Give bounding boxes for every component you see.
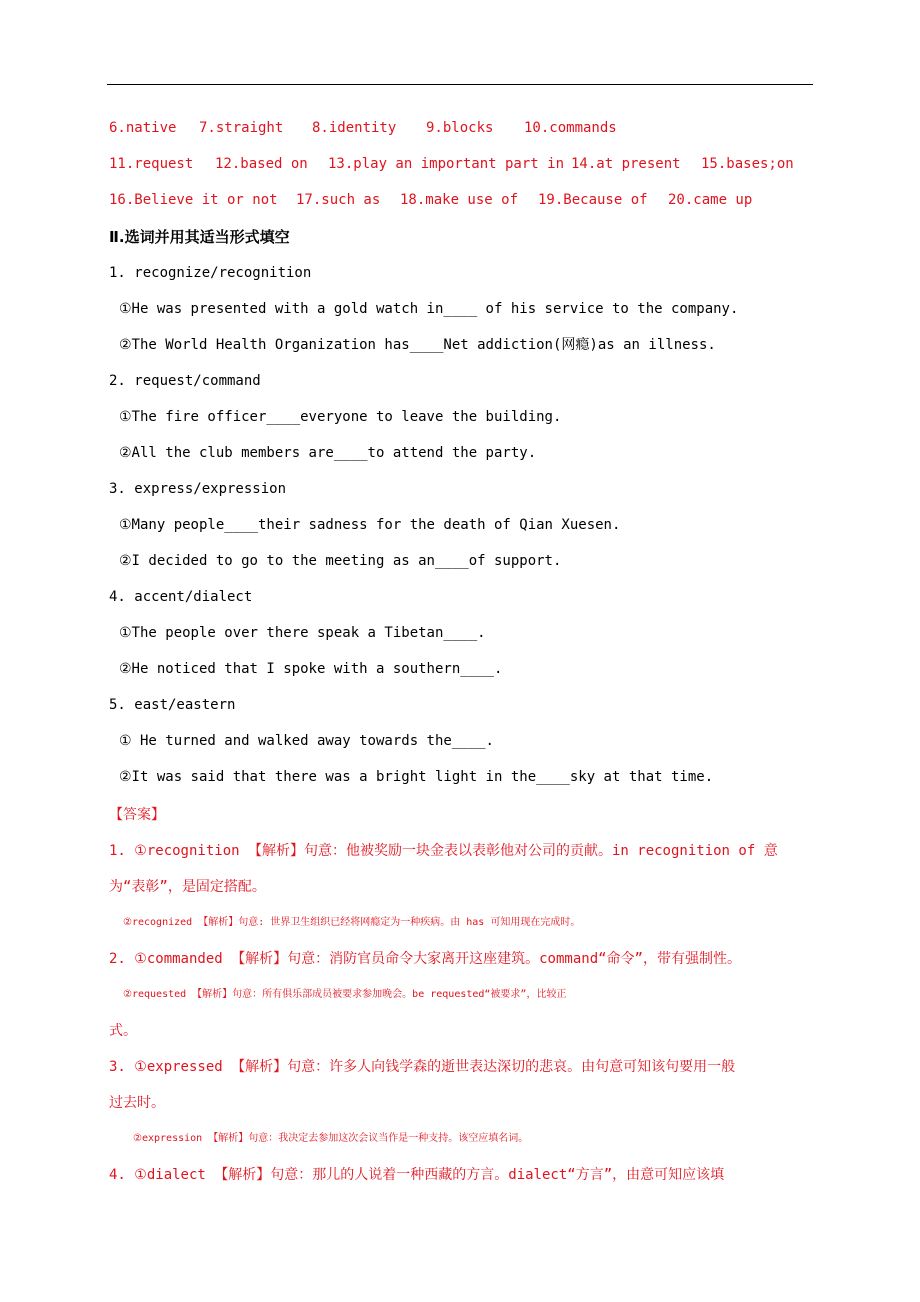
answer-item: 9.blocks [426, 120, 494, 136]
answer-row-3 [109, 192, 752, 208]
question-sentence: ①The people over there speak a Tibetan____. [119, 625, 486, 641]
explanation-line: 3. ①expressed 【解析】句意：许多人向钱学森的逝世表达深切的悲哀。由句意可知该句要用一般 [109, 1059, 736, 1075]
explanation-line: 1. ①recognition 【解析】句意：他被奖励一块金表以表彰他对公司的贡献。in recognition of 意 [109, 843, 778, 859]
question-title: 2. request/command [109, 373, 261, 389]
answer-item: 14.at present [571, 156, 681, 172]
question-sentence: ②All the club members are____to attend the party. [119, 445, 537, 461]
question-sentence: ②I decided to go to the meeting as an____of support. [119, 553, 562, 569]
question-sentence: ②He noticed that I spoke with a southern____. [119, 661, 503, 677]
explanation-line: ②recognized 【解析】句意: 世界卫生组织已经将网瘾定为一种疾病。由 has 可知用现在完成时。 [123, 917, 581, 928]
answer-item: 13.play an important part in [328, 156, 565, 172]
answer-item: 12.based on [215, 156, 308, 172]
answer-item: 15.bases;on [701, 156, 794, 172]
question-sentence: ①He was presented with a gold watch in____ of his service to the company. [119, 301, 739, 317]
answer-row-1 [109, 120, 617, 136]
question-sentence: ①Many people____their sadness for the death of Qian Xuesen. [119, 517, 621, 533]
answer-key-label: 【答案】 [109, 807, 165, 823]
answer-item: 6.native [109, 120, 177, 136]
answer-item: 20.came up [668, 192, 753, 208]
question-title: 3. express/expression [109, 481, 287, 497]
explanation-line: ②requested 【解析】句意：所有俱乐部成员被要求参加晚会。be requested“被要求”，比较正 [123, 989, 567, 1000]
answer-item: 11.request [109, 156, 194, 172]
question-title: 5. east/eastern [109, 697, 236, 713]
question-sentence: ②It was said that there was a bright light in the____sky at that time. [119, 769, 714, 785]
answer-item: 10.commands [524, 120, 617, 136]
explanation-line: ②expression 【解析】句意：我决定去参加这次会议当作是一种支持。该空应填名词。 [133, 1133, 529, 1144]
explanation-line: 过去时。 [109, 1095, 165, 1111]
answer-row-2 [109, 156, 794, 172]
answer-item: 18.make use of [400, 192, 519, 208]
explanation-line: 4. ①dialect 【解析】句意：那儿的人说着一种西藏的方言。dialect“方言”，由意可知应该填 [109, 1167, 725, 1183]
question-sentence: ① He turned and walked away towards the____. [119, 733, 494, 749]
answer-item: 19.Because of [538, 192, 648, 208]
question-sentence: ②The World Health Organization has____Net addiction(网瘾)as an illness. [119, 337, 716, 353]
explanation-line: 式。 [109, 1023, 137, 1039]
question-title: 1. recognize/recognition [109, 265, 312, 281]
answer-item: 16.Believe it or not [109, 192, 278, 208]
answer-item: 8.identity [312, 120, 397, 136]
explanation-line: 2. ①commanded 【解析】句意：消防官员命令大家离开这座建筑。command“命令”，带有强制性。 [109, 951, 741, 967]
question-title: 4. accent/dialect [109, 589, 253, 605]
section-heading: Ⅱ.选词并用其适当形式填空 [109, 228, 290, 246]
answer-item: 7.straight [199, 120, 284, 136]
question-sentence: ①The fire officer____everyone to leave the building. [119, 409, 562, 425]
answer-item: 17.such as [296, 192, 381, 208]
header-rule [107, 84, 813, 85]
explanation-line: 为“表彰”，是固定搭配。 [109, 879, 266, 895]
